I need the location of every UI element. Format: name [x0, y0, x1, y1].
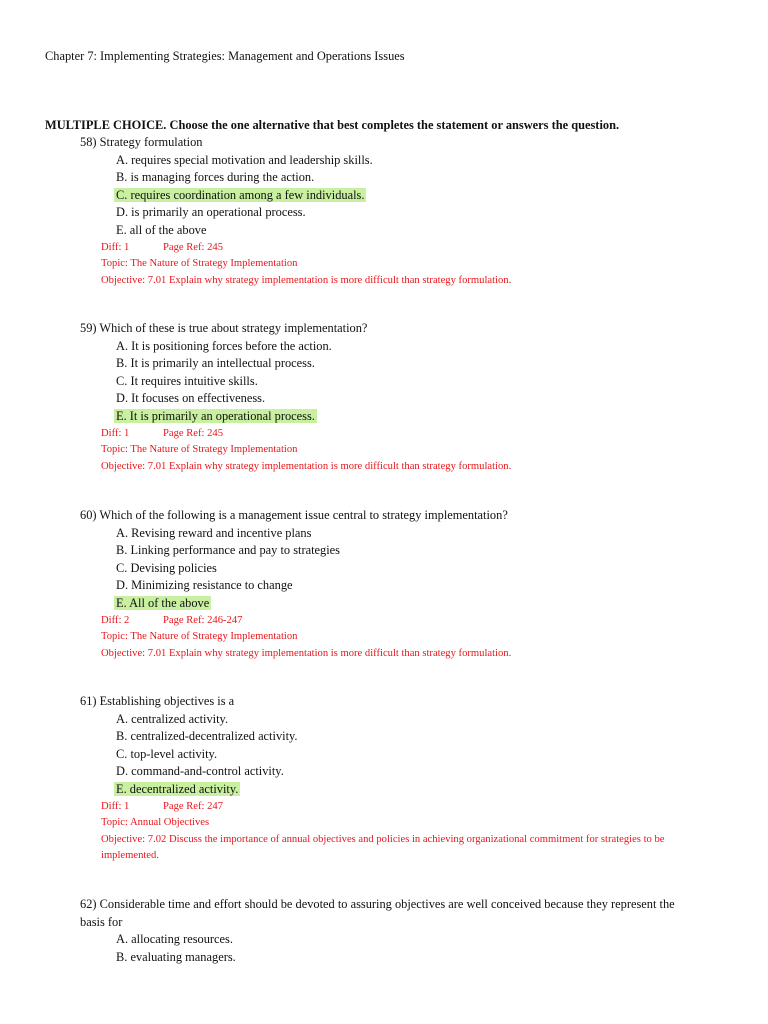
page-ref: Page Ref: 245: [163, 427, 224, 439]
question-metadata: [101, 240, 701, 290]
question-stem: 62) Considerable time and effort should be devoted to assuring objectives are well conceived because they represent the basis for: [80, 897, 675, 929]
option-b: B. centralized-decentralized activity.: [116, 729, 298, 744]
question-58: [80, 134, 720, 289]
page-ref: Page Ref: 246-247: [163, 614, 243, 626]
document-title: Chapter 7: Implementing Strategies: Management and Operations Issues: [45, 49, 405, 63]
question-metadata: [101, 426, 701, 476]
option-d: D. is primarily an operational process.: [116, 205, 306, 220]
question-stem: 60) Which of the following is a management issue central to strategy implementation?: [80, 508, 508, 522]
option-a: A. centralized activity.: [116, 711, 229, 726]
section-heading: MULTIPLE CHOICE. Choose the one alternative that best completes the statement or answers the question.: [45, 118, 620, 132]
option-e-correct: E. All of the above: [116, 595, 210, 610]
difficulty: Diff: 1: [101, 800, 130, 812]
difficulty: Diff: 1: [101, 427, 130, 439]
question-59: [80, 320, 720, 475]
difficulty: Diff: 2: [101, 614, 130, 626]
page-ref: Page Ref: 245: [163, 241, 224, 253]
option-a: A. allocating resources.: [116, 932, 233, 947]
question-stem: 58) Strategy formulation: [80, 135, 203, 149]
option-d: D. It focuses on effectiveness.: [116, 391, 266, 406]
objective: Objective: 7.01 Explain why strategy implementation is more difficult than strategy formulation.: [101, 647, 512, 659]
page-ref: Page Ref: 247: [163, 800, 224, 812]
option-c-correct: C. requires coordination among a few individuals.: [116, 187, 365, 202]
option-e: E. all of the above: [116, 222, 207, 237]
topic: Topic: The Nature of Strategy Implementation: [101, 631, 298, 643]
question-62: [80, 896, 680, 966]
question-61: [80, 693, 720, 865]
option-b: B. Linking performance and pay to strategies: [116, 543, 340, 558]
option-e-correct: E. decentralized activity.: [116, 781, 239, 796]
question-metadata: [101, 613, 701, 663]
option-b: B. evaluating managers.: [116, 949, 236, 964]
option-a: A. requires special motivation and leadership skills.: [116, 152, 373, 167]
topic: Topic: The Nature of Strategy Implementation: [101, 444, 298, 456]
question-stem: 61) Establishing objectives is a: [80, 694, 235, 708]
option-b: B. It is primarily an intellectual process.: [116, 356, 315, 371]
option-c: C. Devising policies: [116, 560, 217, 575]
option-e-correct: E. It is primarily an operational process.: [116, 408, 315, 423]
option-b: B. is managing forces during the action.: [116, 170, 315, 185]
option-c: C. top-level activity.: [116, 746, 218, 761]
topic: Topic: Annual Objectives: [101, 817, 210, 829]
question-60: [80, 507, 720, 662]
difficulty: Diff: 1: [101, 241, 130, 253]
option-a: A. It is positioning forces before the action.: [116, 338, 332, 353]
option-d: D. command-and-control activity.: [116, 764, 284, 779]
topic: Topic: The Nature of Strategy Implementation: [101, 258, 298, 270]
question-stem: 59) Which of these is true about strategy implementation?: [80, 321, 368, 335]
option-d: D. Minimizing resistance to change: [116, 578, 293, 593]
objective: Objective: 7.01 Explain why strategy implementation is more difficult than strategy formulation.: [101, 460, 512, 472]
option-c: C. It requires intuitive skills.: [116, 373, 258, 388]
objective: Objective: 7.02 Discuss the importance of annual objectives and policies in achieving organizational commitment for strategies to be implemented.: [101, 833, 665, 862]
objective: Objective: 7.01 Explain why strategy implementation is more difficult than strategy formulation.: [101, 274, 512, 286]
question-metadata: [101, 799, 701, 865]
option-a: A. Revising reward and incentive plans: [116, 525, 312, 540]
